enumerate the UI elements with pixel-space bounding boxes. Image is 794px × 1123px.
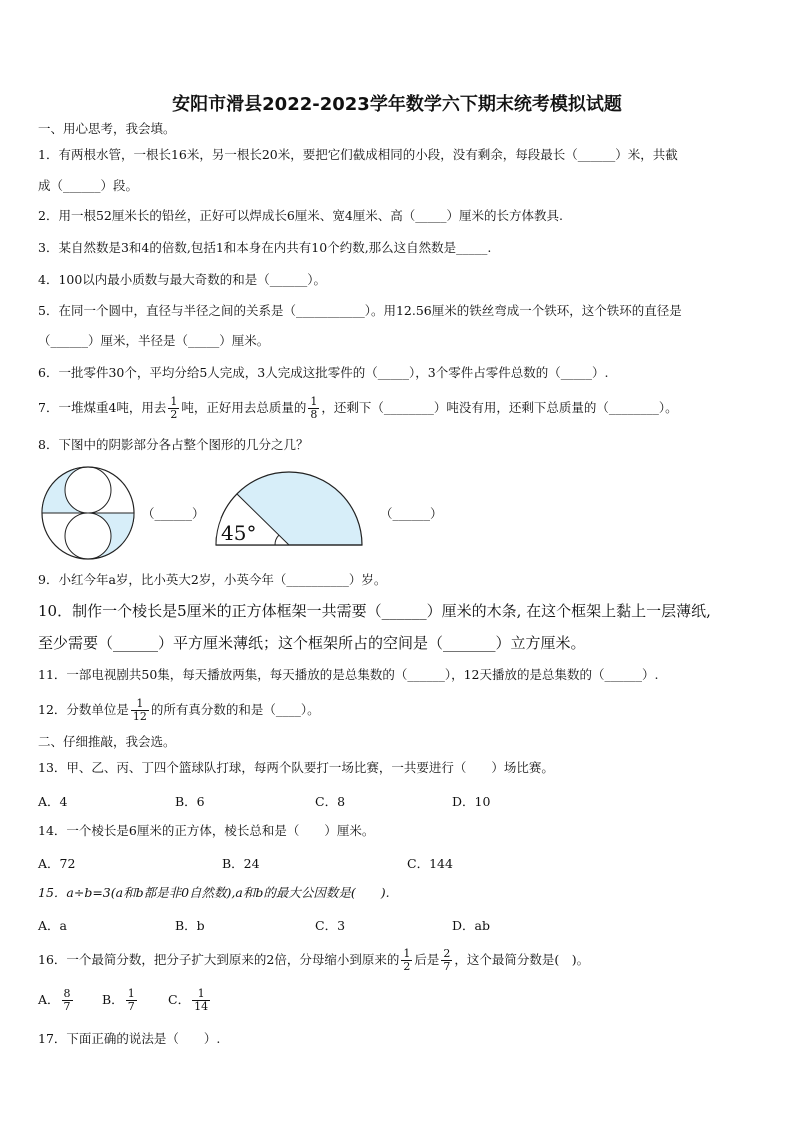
question-16-text-2: 后是 bbox=[414, 952, 440, 967]
question-16-text-3: ，这个最简分数是( )。 bbox=[454, 952, 590, 967]
q15-option-d: D．ab bbox=[452, 918, 490, 933]
question-10-line-2: 至少需要（______）平方厘米薄纸；这个框架所占的空间是（_______）立方厘米。 bbox=[38, 634, 586, 652]
numerator: 1 bbox=[192, 988, 210, 1001]
question-7-text-1: 7．一堆煤重4吨，用去 bbox=[38, 400, 167, 415]
question-10-line-1: 10．制作一个棱长是5厘米的正方体框架一共需要（______）厘米的木条, 在这个框架上黏上一层薄纸, bbox=[38, 602, 711, 620]
fraction-2-7 bbox=[441, 948, 452, 973]
question-7 bbox=[38, 396, 678, 421]
question-3: 3．某自然数是3和4的倍数,包括1和本身在内共有10个约数,那么这自然数是_____. bbox=[38, 240, 492, 255]
q15-option-c: C．3 bbox=[315, 918, 346, 933]
question-14: 14．一个棱长是6厘米的正方体，棱长总和是（ ）厘米。 bbox=[38, 823, 375, 838]
question-7-text-3: ，还剩下（________）吨没有用，还剩下总质量的（________）。 bbox=[321, 400, 678, 415]
option-label: A． bbox=[38, 992, 60, 1007]
page-title: 安阳市滑县2022-2023学年数学六下期末统考模拟试题 bbox=[172, 94, 622, 115]
fraction-1-8 bbox=[308, 396, 319, 421]
question-12 bbox=[38, 698, 320, 723]
q13-option-d: D．10 bbox=[452, 794, 491, 809]
option-fraction bbox=[126, 988, 137, 1013]
question-9: 9．小红今年a岁，比小英大2岁，小英今年（__________）岁。 bbox=[38, 572, 387, 587]
denominator: 2 bbox=[403, 960, 411, 973]
option-label: B． bbox=[102, 992, 124, 1007]
question-12-text-2: 的所有真分数的和是（____）。 bbox=[150, 702, 320, 717]
denominator: 8 bbox=[310, 408, 318, 421]
question-8: 8．下图中的阴影部分各占整个图形的几分之几？ bbox=[38, 437, 309, 452]
numerator: 2 bbox=[443, 947, 451, 960]
figure-1-blank: （______） bbox=[142, 506, 205, 521]
q13-option-a: A．4 bbox=[38, 794, 68, 809]
question-13: 13．甲、乙、丙、丁四个篮球队打球，每两个队要打一场比赛，一共要进行（ ）场比赛。 bbox=[38, 760, 554, 775]
denominator: 7 bbox=[443, 960, 451, 973]
q14-option-c: C．144 bbox=[407, 856, 453, 871]
question-6: 6．一批零件30个，平均分给5人完成，3人完成这批零件的（_____），3个零件占零件总数的（_____）. bbox=[38, 365, 609, 380]
option-fraction bbox=[192, 988, 210, 1013]
q13-option-c: C．8 bbox=[315, 794, 346, 809]
q14-option-a: A．72 bbox=[38, 856, 76, 871]
option-label: C． bbox=[168, 992, 191, 1007]
denominator: 2 bbox=[170, 408, 178, 421]
numerator: 1 bbox=[131, 698, 149, 711]
numerator: 1 bbox=[170, 395, 178, 408]
q14-option-b: B．24 bbox=[222, 856, 260, 871]
question-17: 17．下面正确的说法是（ ）. bbox=[38, 1031, 221, 1046]
fraction-1-12 bbox=[131, 698, 149, 723]
question-16 bbox=[38, 948, 589, 973]
question-16-text-1: 16．一个最简分数，把分子扩大到原来的2倍，分母缩小到原来的 bbox=[38, 952, 400, 967]
numerator: 1 bbox=[403, 947, 411, 960]
question-15: 15．a÷b=3(a和b都是非0自然数),a和b的最大公因数是( ). bbox=[38, 885, 390, 900]
q16-option-b bbox=[102, 988, 139, 1013]
numerator: 8 bbox=[63, 987, 71, 1000]
section-1-heading: 一、用心思考，我会填。 bbox=[38, 121, 176, 136]
question-5-line-1: 5．在同一个圆中，直径与半径之间的关系是（___________）。用12.56厘米的铁丝弯成一个铁环，这个铁环的直径是 bbox=[38, 303, 682, 318]
question-5-line-2: （______）厘米，半径是（_____）厘米。 bbox=[38, 333, 270, 348]
fraction-1-2-b bbox=[401, 948, 412, 973]
question-7-text-2: 吨，正好用去总质量的 bbox=[181, 400, 307, 415]
question-11: 11．一部电视剧共50集，每天播放两集，每天播放的是总集数的（______），12天播放的是总集数的（______）. bbox=[38, 667, 659, 682]
semicircle-figure bbox=[210, 466, 370, 548]
denominator: 12 bbox=[132, 710, 147, 723]
fraction-1-2 bbox=[168, 396, 179, 421]
question-2: 2．用一根52厘米长的铅丝，正好可以焊成长6厘米、宽4厘米、高（_____）厘米的长方体教具. bbox=[38, 208, 563, 223]
q16-option-a bbox=[38, 988, 75, 1013]
q15-option-a: A．a bbox=[38, 918, 67, 933]
numerator: 1 bbox=[127, 987, 135, 1000]
q15-option-b: B．b bbox=[175, 918, 205, 933]
question-1-line-2: 成（______）段。 bbox=[38, 178, 139, 193]
question-4: 4．100以内最小质数与最大奇数的和是（______）。 bbox=[38, 272, 327, 287]
angle-label: 45° bbox=[221, 521, 257, 545]
question-12-text-1: 12．分数单位是 bbox=[38, 702, 129, 717]
numerator: 1 bbox=[310, 395, 318, 408]
option-fraction bbox=[62, 988, 73, 1013]
figure-2-blank: （______） bbox=[380, 506, 443, 521]
denominator: 14 bbox=[194, 1000, 209, 1013]
q13-option-b: B．6 bbox=[175, 794, 205, 809]
section-2-heading: 二、仔细推敲，我会选。 bbox=[38, 734, 176, 749]
denominator: 7 bbox=[127, 1000, 135, 1013]
circle-figure bbox=[38, 466, 138, 566]
question-1-line-1: 1．有两根水管，一根长16米，另一根长20米，要把它们截成相同的小段，没有剩余，每段最长（______）米，共截 bbox=[38, 147, 678, 162]
q16-option-c bbox=[168, 988, 212, 1013]
denominator: 7 bbox=[63, 1000, 71, 1013]
